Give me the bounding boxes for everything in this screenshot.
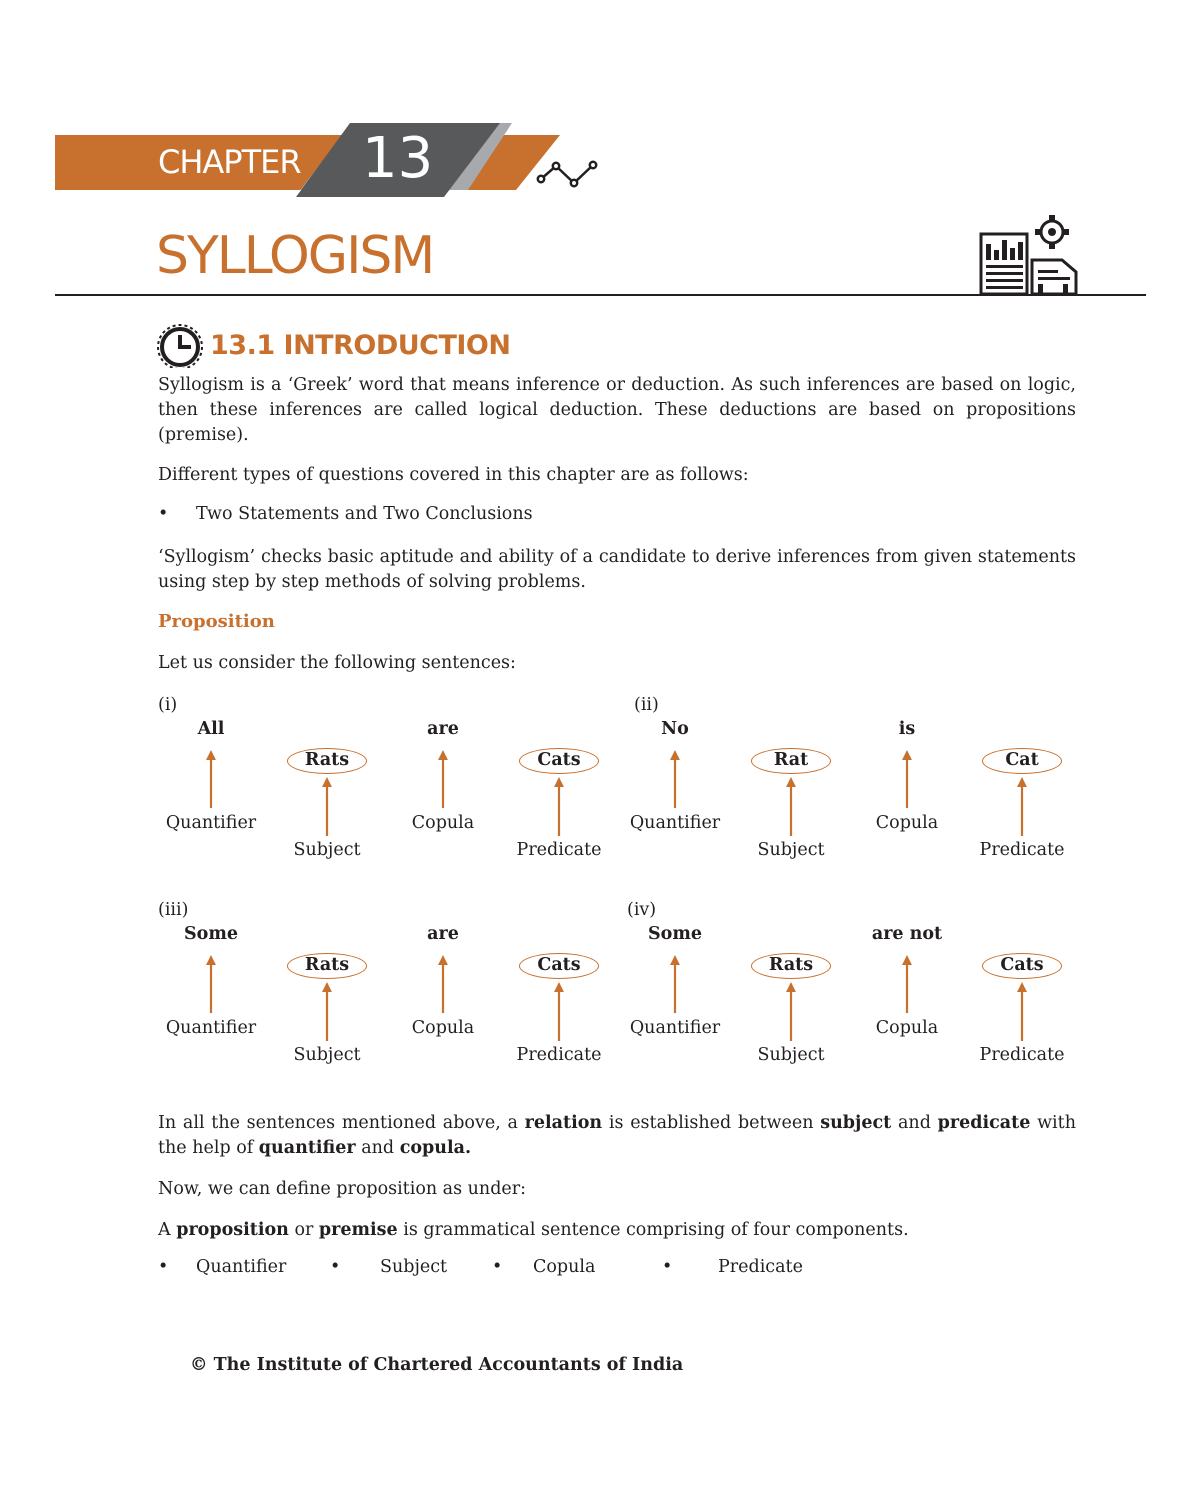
quantifier-label: Quantifier (629, 1018, 721, 1038)
predicate-label: Predicate (516, 840, 602, 860)
subject-word: Rat (751, 748, 831, 774)
bullet-icon: • (492, 1257, 503, 1277)
copula-label: Copula (875, 1018, 939, 1038)
example-number: (iii) (158, 900, 189, 920)
term-proposition: proposition (176, 1220, 289, 1240)
subject-label: Subject (757, 1045, 825, 1065)
list-item-text: Two Statements and Two Conclusions (196, 504, 533, 524)
quantifier-word: Some (184, 924, 238, 944)
quantifier-word: Some (648, 924, 702, 944)
chapter-label: CHAPTER (158, 143, 301, 181)
subject-label: Subject (293, 840, 361, 860)
quantifier-label: Quantifier (629, 813, 721, 833)
copula-word: are not (871, 924, 943, 944)
subject-label: Subject (757, 840, 825, 860)
subject-word: Rats (751, 953, 831, 979)
predicate-label: Predicate (979, 840, 1065, 860)
copula-label: Copula (411, 813, 475, 833)
predicate-label: Predicate (979, 1045, 1065, 1065)
quantifier-word: No (661, 719, 689, 739)
lead-paragraph: Let us consider the following sentences: (158, 653, 516, 673)
component-item: Predicate (718, 1257, 803, 1277)
example-number: (iv) (627, 900, 657, 920)
term-premise: premise (318, 1220, 398, 1240)
example-number: (i) (158, 695, 178, 715)
copula-label: Copula (875, 813, 939, 833)
footer-copyright: © The Institute of Chartered Accountants of India (190, 1355, 684, 1375)
component-item: Quantifier (196, 1257, 287, 1277)
intro-paragraph: Syllogism is a ‘Greek’ word that means inference or deduction. As such inferences are based on logic, then these inferences are called logical deduction. These deductions are based on propositions (premise). (158, 375, 1076, 445)
relation-paragraph: In all the sentences mentioned above, a relation is established between subject and predicate with the help of quantifier and copula. (158, 1113, 1076, 1158)
term-quantifier: quantifier (258, 1138, 356, 1158)
define-paragraph: Now, we can define proposition as under: (158, 1179, 527, 1199)
chapter-number: 13 (362, 126, 434, 191)
example-number: (ii) (634, 695, 659, 715)
term-predicate: predicate (937, 1113, 1031, 1133)
types-paragraph: Different types of questions covered in this chapter are as follows: (158, 465, 749, 485)
component-item: Subject (380, 1257, 448, 1277)
predicate-word: Cats (519, 748, 599, 774)
bullet-icon: • (662, 1257, 673, 1277)
copula-word: are (427, 719, 459, 739)
aptitude-paragraph: ‘Syllogism’ checks basic aptitude and ability of a candidate to derive inferences from given statements using step by step methods of solving problems. (158, 547, 1076, 592)
page-title: SYLLOGISM (156, 226, 434, 286)
term-relation: relation (524, 1113, 603, 1133)
copula-label: Copula (411, 1018, 475, 1038)
predicate-word: Cats (982, 953, 1062, 979)
term-subject: subject (820, 1113, 892, 1133)
predicate-label: Predicate (516, 1045, 602, 1065)
term-copula: copula. (399, 1138, 472, 1158)
component-item: Copula (533, 1257, 596, 1277)
copula-word: are (427, 924, 459, 944)
bullet-icon: • (158, 504, 169, 524)
quantifier-label: Quantifier (165, 1018, 257, 1038)
subheading: Proposition (158, 611, 275, 632)
copula-word: is (898, 719, 916, 739)
subject-word: Rats (287, 748, 367, 774)
bullet-icon: • (158, 1257, 169, 1277)
components-list (158, 1257, 858, 1283)
predicate-word: Cat (982, 748, 1062, 774)
section-heading: 13.1 INTRODUCTION (210, 330, 511, 361)
subject-word: Rats (287, 953, 367, 979)
quantifier-label: Quantifier (165, 813, 257, 833)
bullet-icon: • (330, 1257, 341, 1277)
quantifier-word: All (197, 719, 225, 739)
definition-paragraph: A proposition or premise is grammatical sentence comprising of four components. (158, 1220, 909, 1240)
predicate-word: Cats (519, 953, 599, 979)
subject-label: Subject (293, 1045, 361, 1065)
